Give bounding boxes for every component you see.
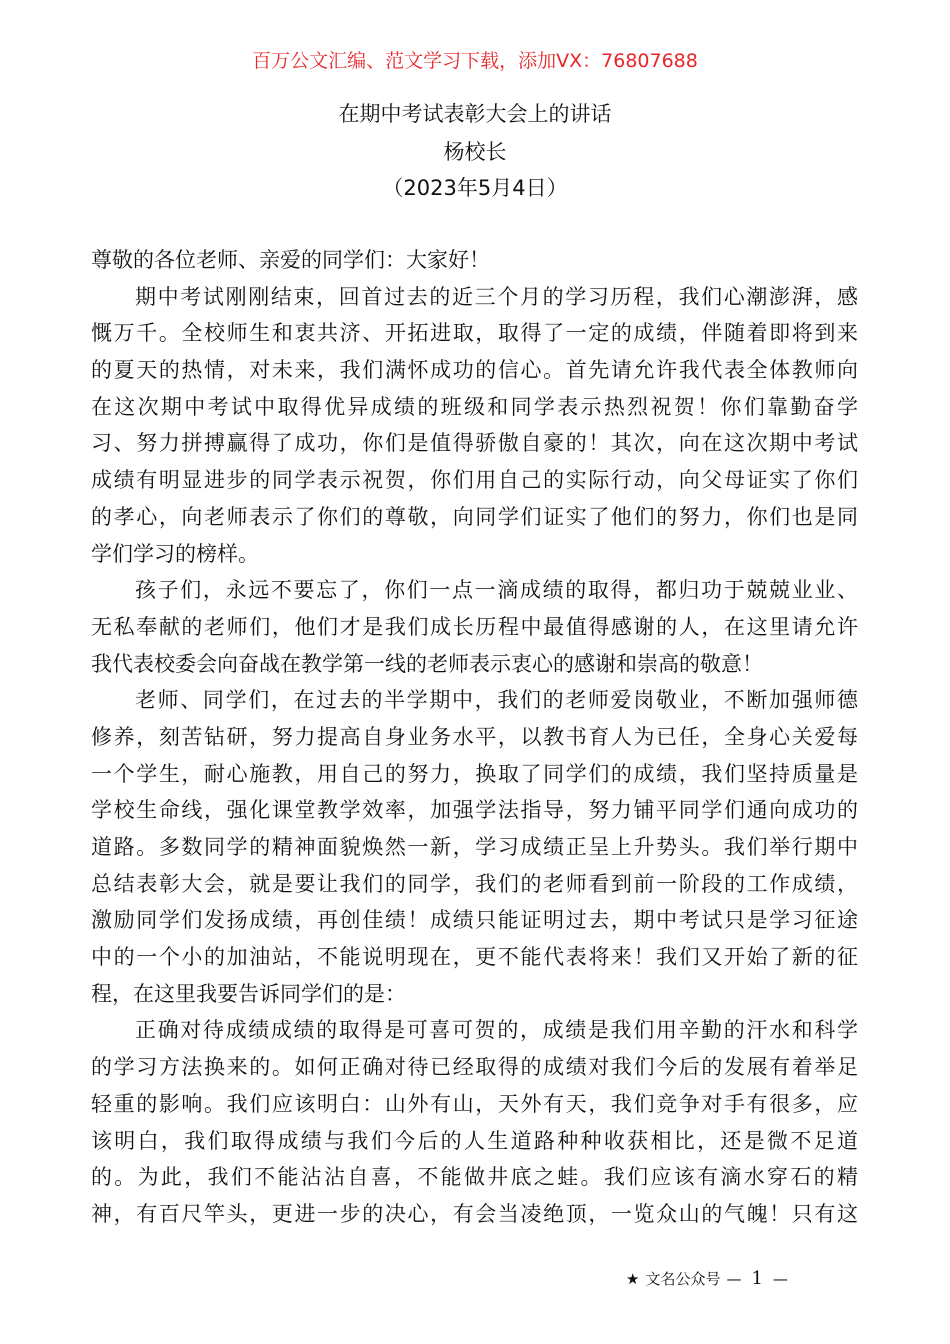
text-line: 神，有百尺竿头，更进一步的决心，有会当凌绝顶，一览众山的气魄！只有这 [91,1201,858,1226]
text-line: 中的一个小的加油站，不能说明现在，更不能代表将来！我们又开始了新的征 [91,945,858,970]
star-icon: ★ [626,1269,640,1288]
text-line: 学校生命线，强化课堂教学效率，加强学法指导，努力铺平同学们通向成功的 [91,798,858,823]
footer-label: 文名公众号 [645,1270,721,1288]
document-title: 在期中考试表彰大会上的讲话 [338,102,612,126]
text-line: 一个学生，耐心施教，用自己的努力，换取了同学们的成绩，我们坚持质量是 [91,761,858,786]
text-line: 轻重的影响。我们应该明白：山外有山，天外有天，我们竞争对手有很多，应 [91,1091,858,1116]
text-line: 无私奉献的老师们，他们才是我们成长历程中最值得感谢的人，在这里请允许 [91,614,858,639]
dash-left: — [726,1269,742,1288]
text-line: 成绩有明显进步的同学表示祝贺，你们用自己的实际行动，向父母证实了你们 [91,468,858,493]
text-line: 我代表校委会向奋战在教学第一线的老师表示衷心的感谢和崇高的敬意！ [91,651,763,676]
text-line: 在这次期中考试中取得优异成绩的班级和同学表示热烈祝贺！你们靠勤奋学 [91,394,858,419]
text-line: 的。为此，我们不能沾沾自喜，不能做井底之蛙。我们应该有滴水穿石的精 [91,1165,858,1190]
text-line: 总结表彰大会，就是要让我们的同学，我们的老师看到前一阶段的工作成绩， [91,871,858,896]
paragraph [91,279,858,573]
text-line: 该明白，我们取得成绩与我们今后的人生道路种种收获相比，还是微不足道 [91,1128,858,1153]
paragraph [91,1012,858,1232]
watermark-banner: 百万公文汇编、范文学习下载，添加VX：76807688 [252,50,698,72]
text-line: 孩子们，永远不要忘了，你们一点一滴成绩的取得，都归功于兢兢业业、 [135,578,858,603]
text-line: 学们学习的榜样。 [91,541,259,566]
paragraph [91,242,858,279]
paragraph [91,682,858,1012]
text-line: 程，在这里我要告诉同学们的是： [91,981,406,1006]
text-line: 的孝心，向老师表示了你们的尊敬，向同学们证实了他们的努力，你们也是同 [91,504,858,529]
paragraph [91,572,858,682]
text-line: 的夏天的热情，对未来，我们满怀成功的信心。首先请允许我代表全体教师向 [91,358,858,383]
text-line: 激励同学们发扬成绩，再创佳绩！成绩只能证明过去，期中考试只是学习征途 [91,908,858,933]
text-line: 期中考试刚刚结束，回首过去的近三个月的学习历程，我们心潮澎湃，感 [135,284,858,309]
date: （2023年5月4日） [382,176,568,200]
text-line: 老师、同学们，在过去的半学期中，我们的老师爱岗敬业，不断加强师德 [135,688,858,713]
text-line: 正确对待成绩成绩的取得是可喜可贺的，成绩是我们用辛勤的汗水和科学 [135,1018,858,1043]
text-line: 慨万千。全校师生和衷共济、开拓进取，取得了一定的成绩，伴随着即将到来 [91,321,858,346]
author: 杨校长 [443,140,507,164]
page-number: 1 [751,1268,763,1289]
dash-right: — [772,1269,788,1288]
text-line: 尊敬的各位老师、亲爱的同学们：大家好！ [91,248,490,272]
text-line: 习、努力拼搏赢得了成功，你们是值得骄傲自豪的！其次，向在这次期中考试 [91,431,858,456]
page-footer [626,1268,788,1289]
text-line: 道路。多数同学的精神面貌焕然一新，学习成绩正呈上升势头。我们举行期中 [91,835,858,859]
text-line: 的学习方法换来的。如何正确对待已经取得的成绩对我们今后的发展有着举足 [91,1055,858,1080]
text-line: 修养，刻苦钻研，努力提高自身业务水平，以教书育人为已任，全身心关爱每 [91,724,858,749]
document-body [91,242,858,1233]
